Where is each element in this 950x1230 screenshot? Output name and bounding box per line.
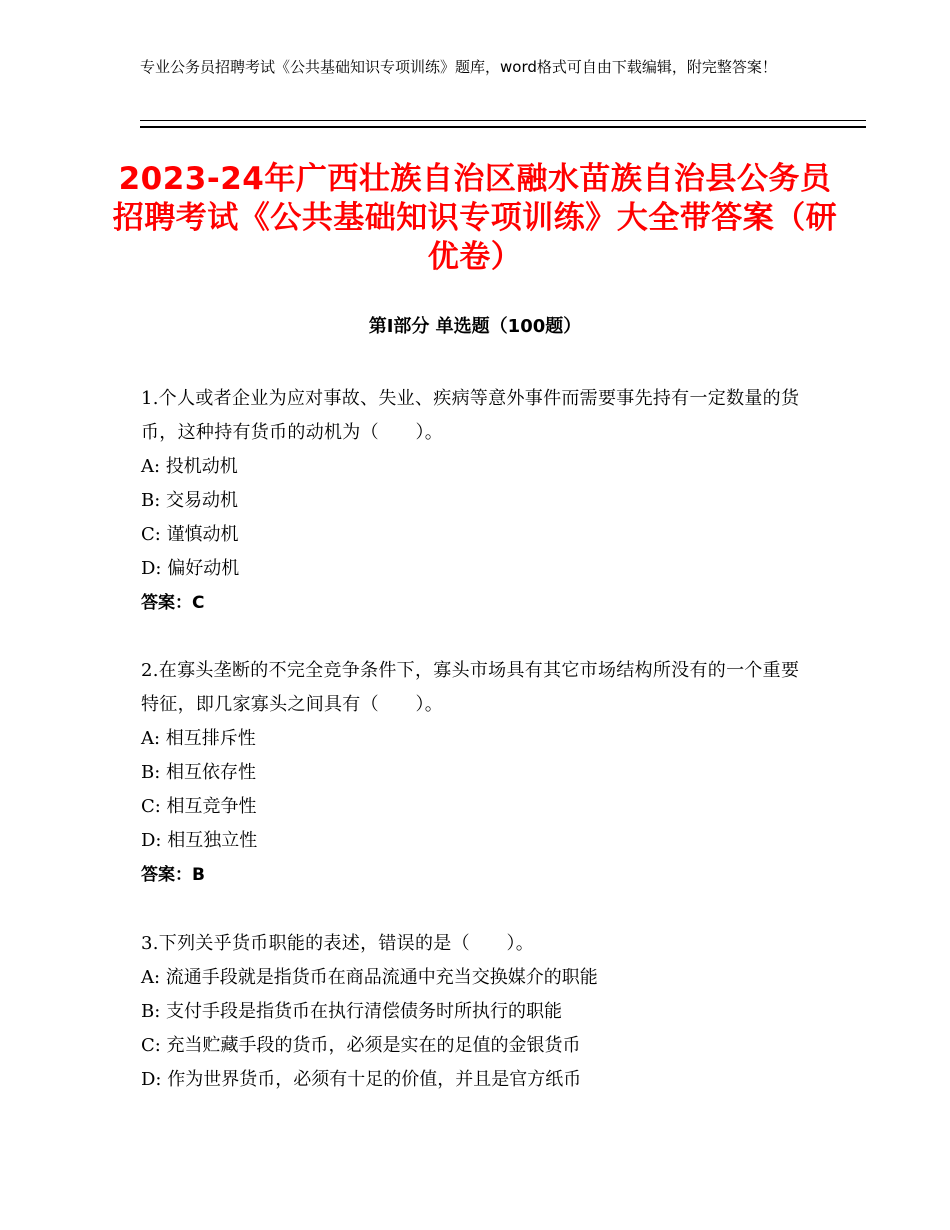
option-b: B: 支付手段是指货币在执行清偿债务时所执行的职能 (141, 1001, 563, 1022)
option-c: C: 相互竞争性 (141, 796, 257, 817)
question-stem: 3.下列关乎货币职能的表述，错误的是（ ）。 (141, 933, 535, 954)
question-3 (141, 927, 801, 1097)
header-note: 专业公务员招聘考试《公共基础知识专项训练》题库，word格式可自由下载编辑，附完整答案！ (140, 58, 777, 76)
option-b: B: 相互依存性 (141, 762, 257, 783)
answer: 答案：C (141, 593, 205, 613)
question-stem: 2.在寡头垄断的不完全竞争条件下，寡头市场具有其它市场结构所没有的一个重要特征，即几家寡头之间具有（ ）。 (141, 660, 800, 715)
answer: 答案：B (141, 865, 205, 885)
header-rule-bottom (140, 126, 866, 128)
section-heading: 第Ⅰ部分 单选题（100题） (368, 316, 582, 337)
option-a: A: 流通手段就是指货币在商品流通中充当交换媒介的职能 (141, 967, 598, 988)
option-c: C: 谨慎动机 (141, 524, 239, 545)
option-d: D: 相互独立性 (141, 830, 258, 851)
option-b: B: 交易动机 (141, 490, 239, 511)
option-d: D: 作为世界货币，必须有十足的价值，并且是官方纸币 (141, 1069, 582, 1090)
header-rule-top (140, 120, 866, 121)
option-a: A: 相互排斥性 (141, 728, 256, 749)
question-stem: 1.个人或者企业为应对事故、失业、疾病等意外事件而需要事先持有一定数量的货币，这种持有货币的动机为（ ）。 (141, 388, 800, 443)
option-a: A: 投机动机 (141, 456, 238, 477)
option-d: D: 偏好动机 (141, 558, 240, 579)
page-title: 2023-24年广西壮族自治区融水苗族自治县公务员招聘考试《公共基础知识专项训练》大全带答案（研优卷） (112, 161, 838, 275)
question-2 (141, 654, 801, 892)
option-c: C: 充当贮藏手段的货币，必须是实在的足值的金银货币 (141, 1035, 581, 1056)
question-1 (141, 382, 801, 620)
